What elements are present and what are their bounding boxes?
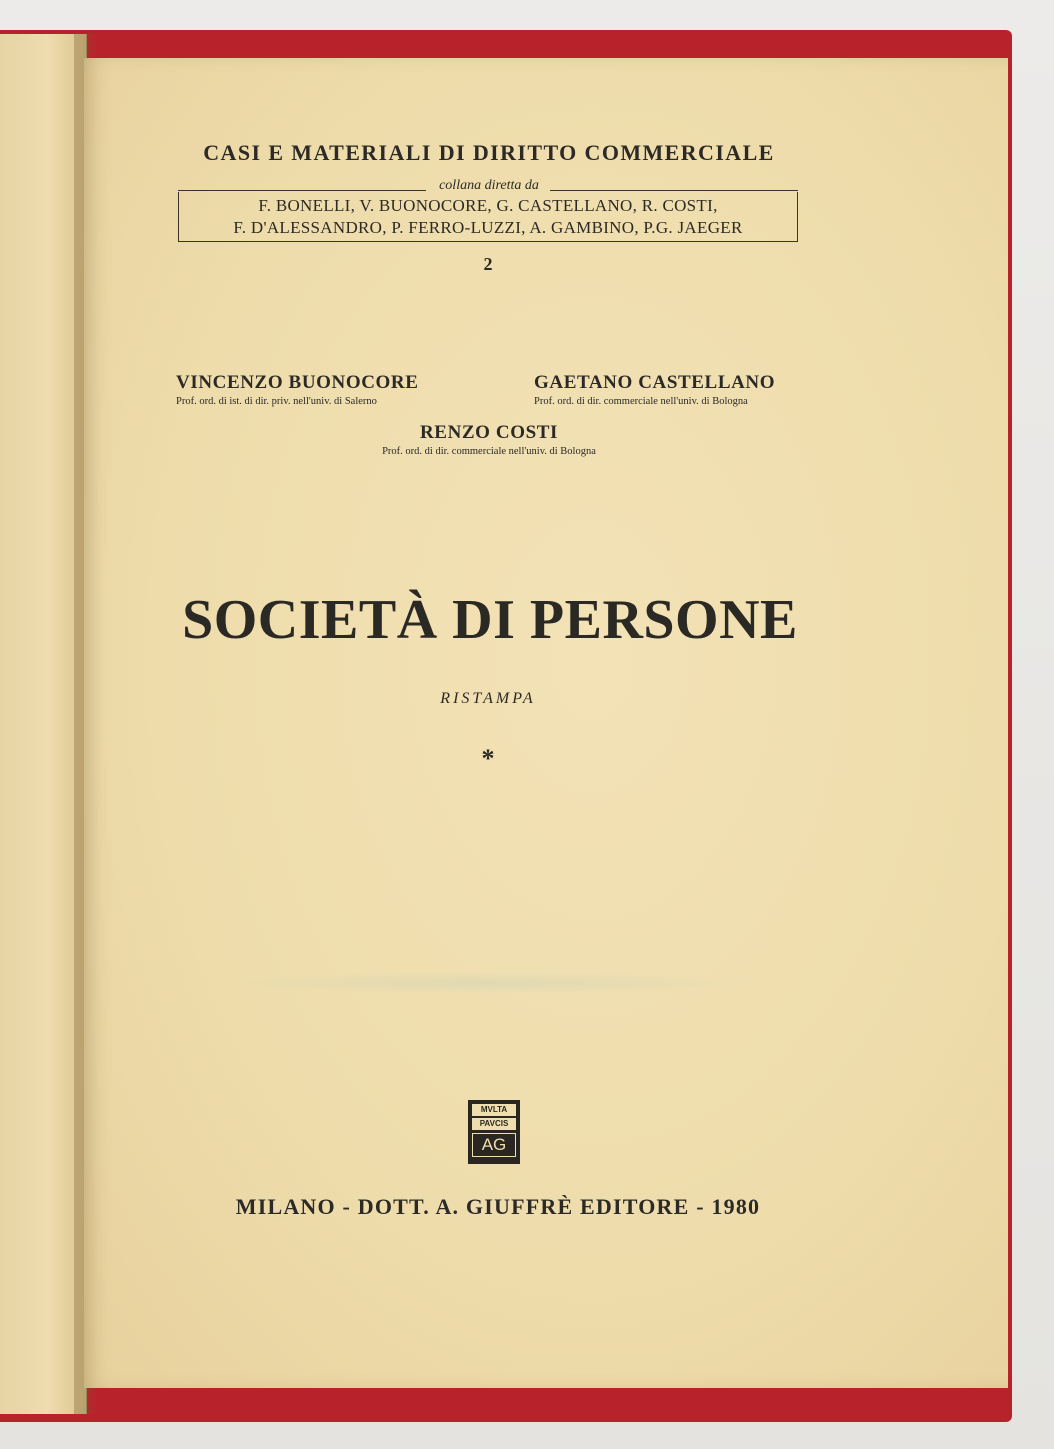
logo-initials: AG (472, 1133, 516, 1157)
author-1-affiliation: Prof. ord. di ist. di dir. priv. nell'univ. di Salerno (176, 396, 377, 407)
author-3 (354, 422, 624, 457)
volume-asterisk: * (481, 744, 495, 773)
publisher-imprint: MILANO - DOTT. A. GIUFFRÈ EDITORE - 1980 (235, 1194, 761, 1219)
editors-line-1: F. BONELLI, V. BUONOCORE, G. CASTELLANO, R. COSTI, (258, 196, 718, 215)
series-title: CASI E MATERIALI DI DIRITTO COMMERCIALE (203, 140, 775, 165)
author-1-name: VINCENZO BUONOCORE (176, 372, 419, 393)
publisher-logo (468, 1100, 520, 1164)
author-3-name: RENZO COSTI (419, 422, 559, 443)
logo-line-2: PAVCIS (472, 1118, 516, 1130)
author-3-affiliation: Prof. ord. di dir. commerciale nell'univ. di Bologna (382, 446, 596, 457)
author-1 (176, 372, 419, 407)
volume-number: 2 (483, 254, 493, 274)
author-2 (534, 372, 775, 407)
logo-line-1: MVLTA (472, 1104, 516, 1116)
book-title: SOCIETÀ DI PERSONE (182, 589, 798, 651)
author-2-name: GAETANO CASTELLANO (534, 372, 776, 393)
author-2-affiliation: Prof. ord. di dir. commerciale nell'univ. di Bologna (534, 396, 748, 407)
page-smudge (220, 972, 760, 994)
edition-label: RISTAMPA (440, 690, 536, 707)
editors-box (178, 192, 798, 242)
collana-label: collana diretta da (439, 178, 539, 193)
editors-line-2: F. D'ALESSANDRO, P. FERRO-LUZZI, A. GAMBINO, P.G. JAEGER (233, 218, 743, 237)
